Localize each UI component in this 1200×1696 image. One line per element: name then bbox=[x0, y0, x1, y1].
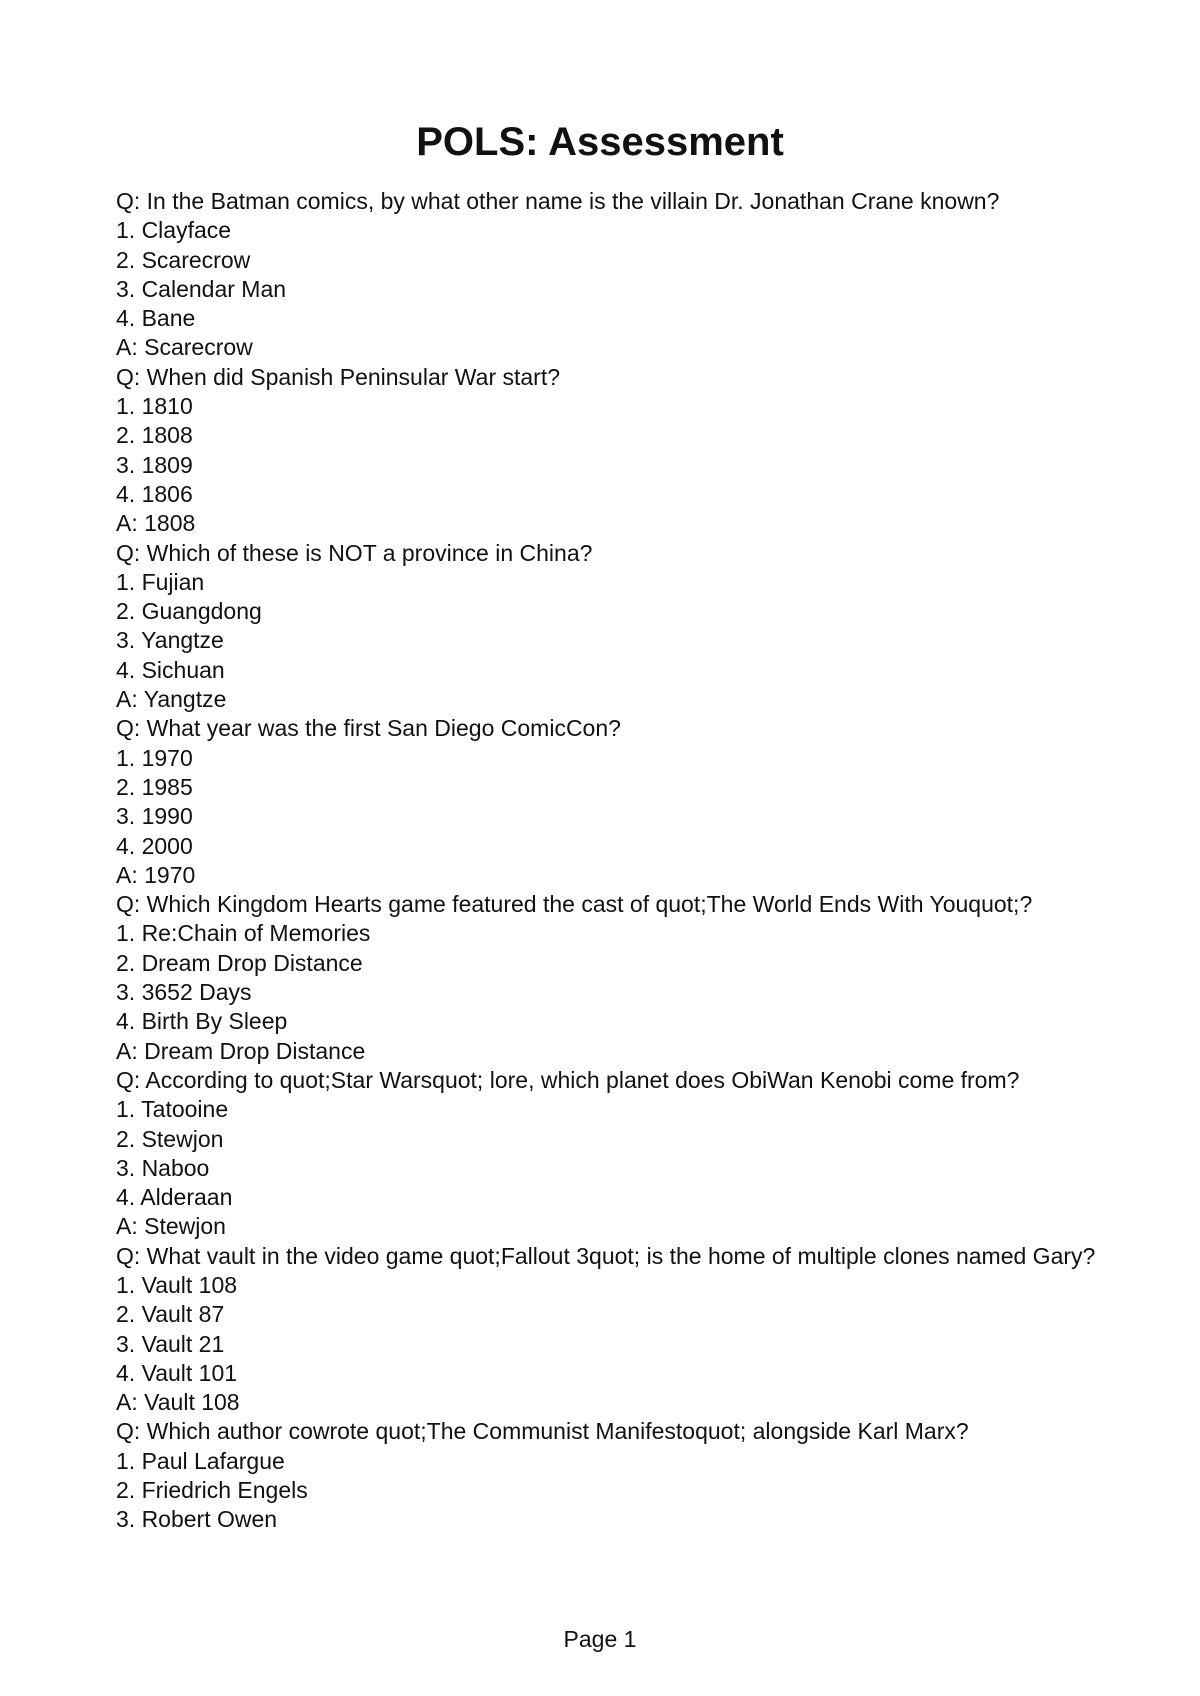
answer-option: 3. Vault 21 bbox=[116, 1330, 225, 1357]
answer-option: 3. 1990 bbox=[116, 803, 193, 830]
answer-option: 4. 2000 bbox=[116, 832, 193, 859]
answer-option: 3. 3652 Days bbox=[116, 979, 252, 1006]
answer-option: 1. 1810 bbox=[116, 393, 193, 420]
answer-option: 4. Bane bbox=[116, 305, 196, 332]
answer-option: 4. Vault 101 bbox=[116, 1359, 238, 1386]
question-block bbox=[116, 187, 1116, 363]
correct-answer: A: 1808 bbox=[116, 510, 196, 537]
question-text: Q: What year was the first San Diego ComicCon? bbox=[116, 715, 621, 742]
correct-answer: A: Scarecrow bbox=[116, 334, 253, 361]
question-text: Q: Which of these is NOT a province in China? bbox=[116, 539, 593, 566]
question-block bbox=[116, 363, 1116, 539]
question-block bbox=[116, 890, 1116, 1066]
answer-option: 2. Stewjon bbox=[116, 1125, 224, 1152]
correct-answer: A: 1970 bbox=[116, 861, 196, 888]
answer-option: 2. Dream Drop Distance bbox=[116, 949, 363, 976]
answer-option: 1. Vault 108 bbox=[116, 1271, 238, 1298]
answer-option: 3. Yangtze bbox=[116, 627, 224, 654]
page-number: Page 1 bbox=[563, 1626, 637, 1652]
answer-option: 2. 1985 bbox=[116, 773, 193, 800]
question-block bbox=[116, 1417, 1116, 1534]
answer-option: 1. Fujian bbox=[116, 568, 205, 595]
correct-answer: A: Yangtze bbox=[116, 686, 227, 713]
question-block bbox=[116, 539, 1116, 715]
question-text: Q: When did Spanish Peninsular War start? bbox=[116, 363, 561, 390]
page-title: POLS: Assessment bbox=[416, 120, 784, 164]
answer-option: 2. Friedrich Engels bbox=[116, 1477, 308, 1504]
answer-option: 1. Tatooine bbox=[116, 1096, 229, 1123]
answer-option: 2. Guangdong bbox=[116, 598, 262, 625]
question-block bbox=[116, 714, 1116, 890]
question-text: Q: What vault in the video game quot;Fallout 3quot; is the home of multiple clones named Gary? bbox=[116, 1242, 1096, 1269]
answer-option: 1. Re:Chain of Memories bbox=[116, 920, 371, 947]
answer-option: 2. Scarecrow bbox=[116, 246, 251, 273]
answer-option: 2. 1808 bbox=[116, 422, 193, 449]
answer-option: 3. Calendar Man bbox=[116, 275, 287, 302]
answer-option: 3. Naboo bbox=[116, 1154, 210, 1181]
correct-answer: A: Vault 108 bbox=[116, 1389, 240, 1416]
answer-option: 4. Alderaan bbox=[116, 1184, 233, 1211]
answer-option: 3. 1809 bbox=[116, 451, 193, 478]
question-text: Q: According to quot;Star Warsquot; lore, which planet does ObiWan Kenobi come from? bbox=[116, 1066, 1020, 1093]
question-list bbox=[116, 187, 1116, 1535]
question-block bbox=[116, 1242, 1116, 1418]
answer-option: 4. Sichuan bbox=[116, 656, 225, 683]
answer-option: 4. 1806 bbox=[116, 480, 193, 507]
answer-option: 1. 1970 bbox=[116, 744, 193, 771]
answer-option: 2. Vault 87 bbox=[116, 1301, 225, 1328]
answer-option: 3. Robert Owen bbox=[116, 1506, 278, 1533]
question-text: Q: Which Kingdom Hearts game featured the cast of quot;The World Ends With Youquot;? bbox=[116, 891, 1033, 918]
question-text: Q: Which author cowrote quot;The Communist Manifestoquot; alongside Karl Marx? bbox=[116, 1418, 969, 1445]
correct-answer: A: Stewjon bbox=[116, 1213, 226, 1240]
question-text: Q: In the Batman comics, by what other name is the villain Dr. Jonathan Crane known? bbox=[116, 188, 1000, 214]
question-block bbox=[116, 1066, 1116, 1242]
answer-option: 4. Birth By Sleep bbox=[116, 1008, 288, 1035]
answer-option: 1. Paul Lafargue bbox=[116, 1447, 285, 1474]
answer-option: 1. Clayface bbox=[116, 217, 232, 244]
correct-answer: A: Dream Drop Distance bbox=[116, 1037, 366, 1064]
